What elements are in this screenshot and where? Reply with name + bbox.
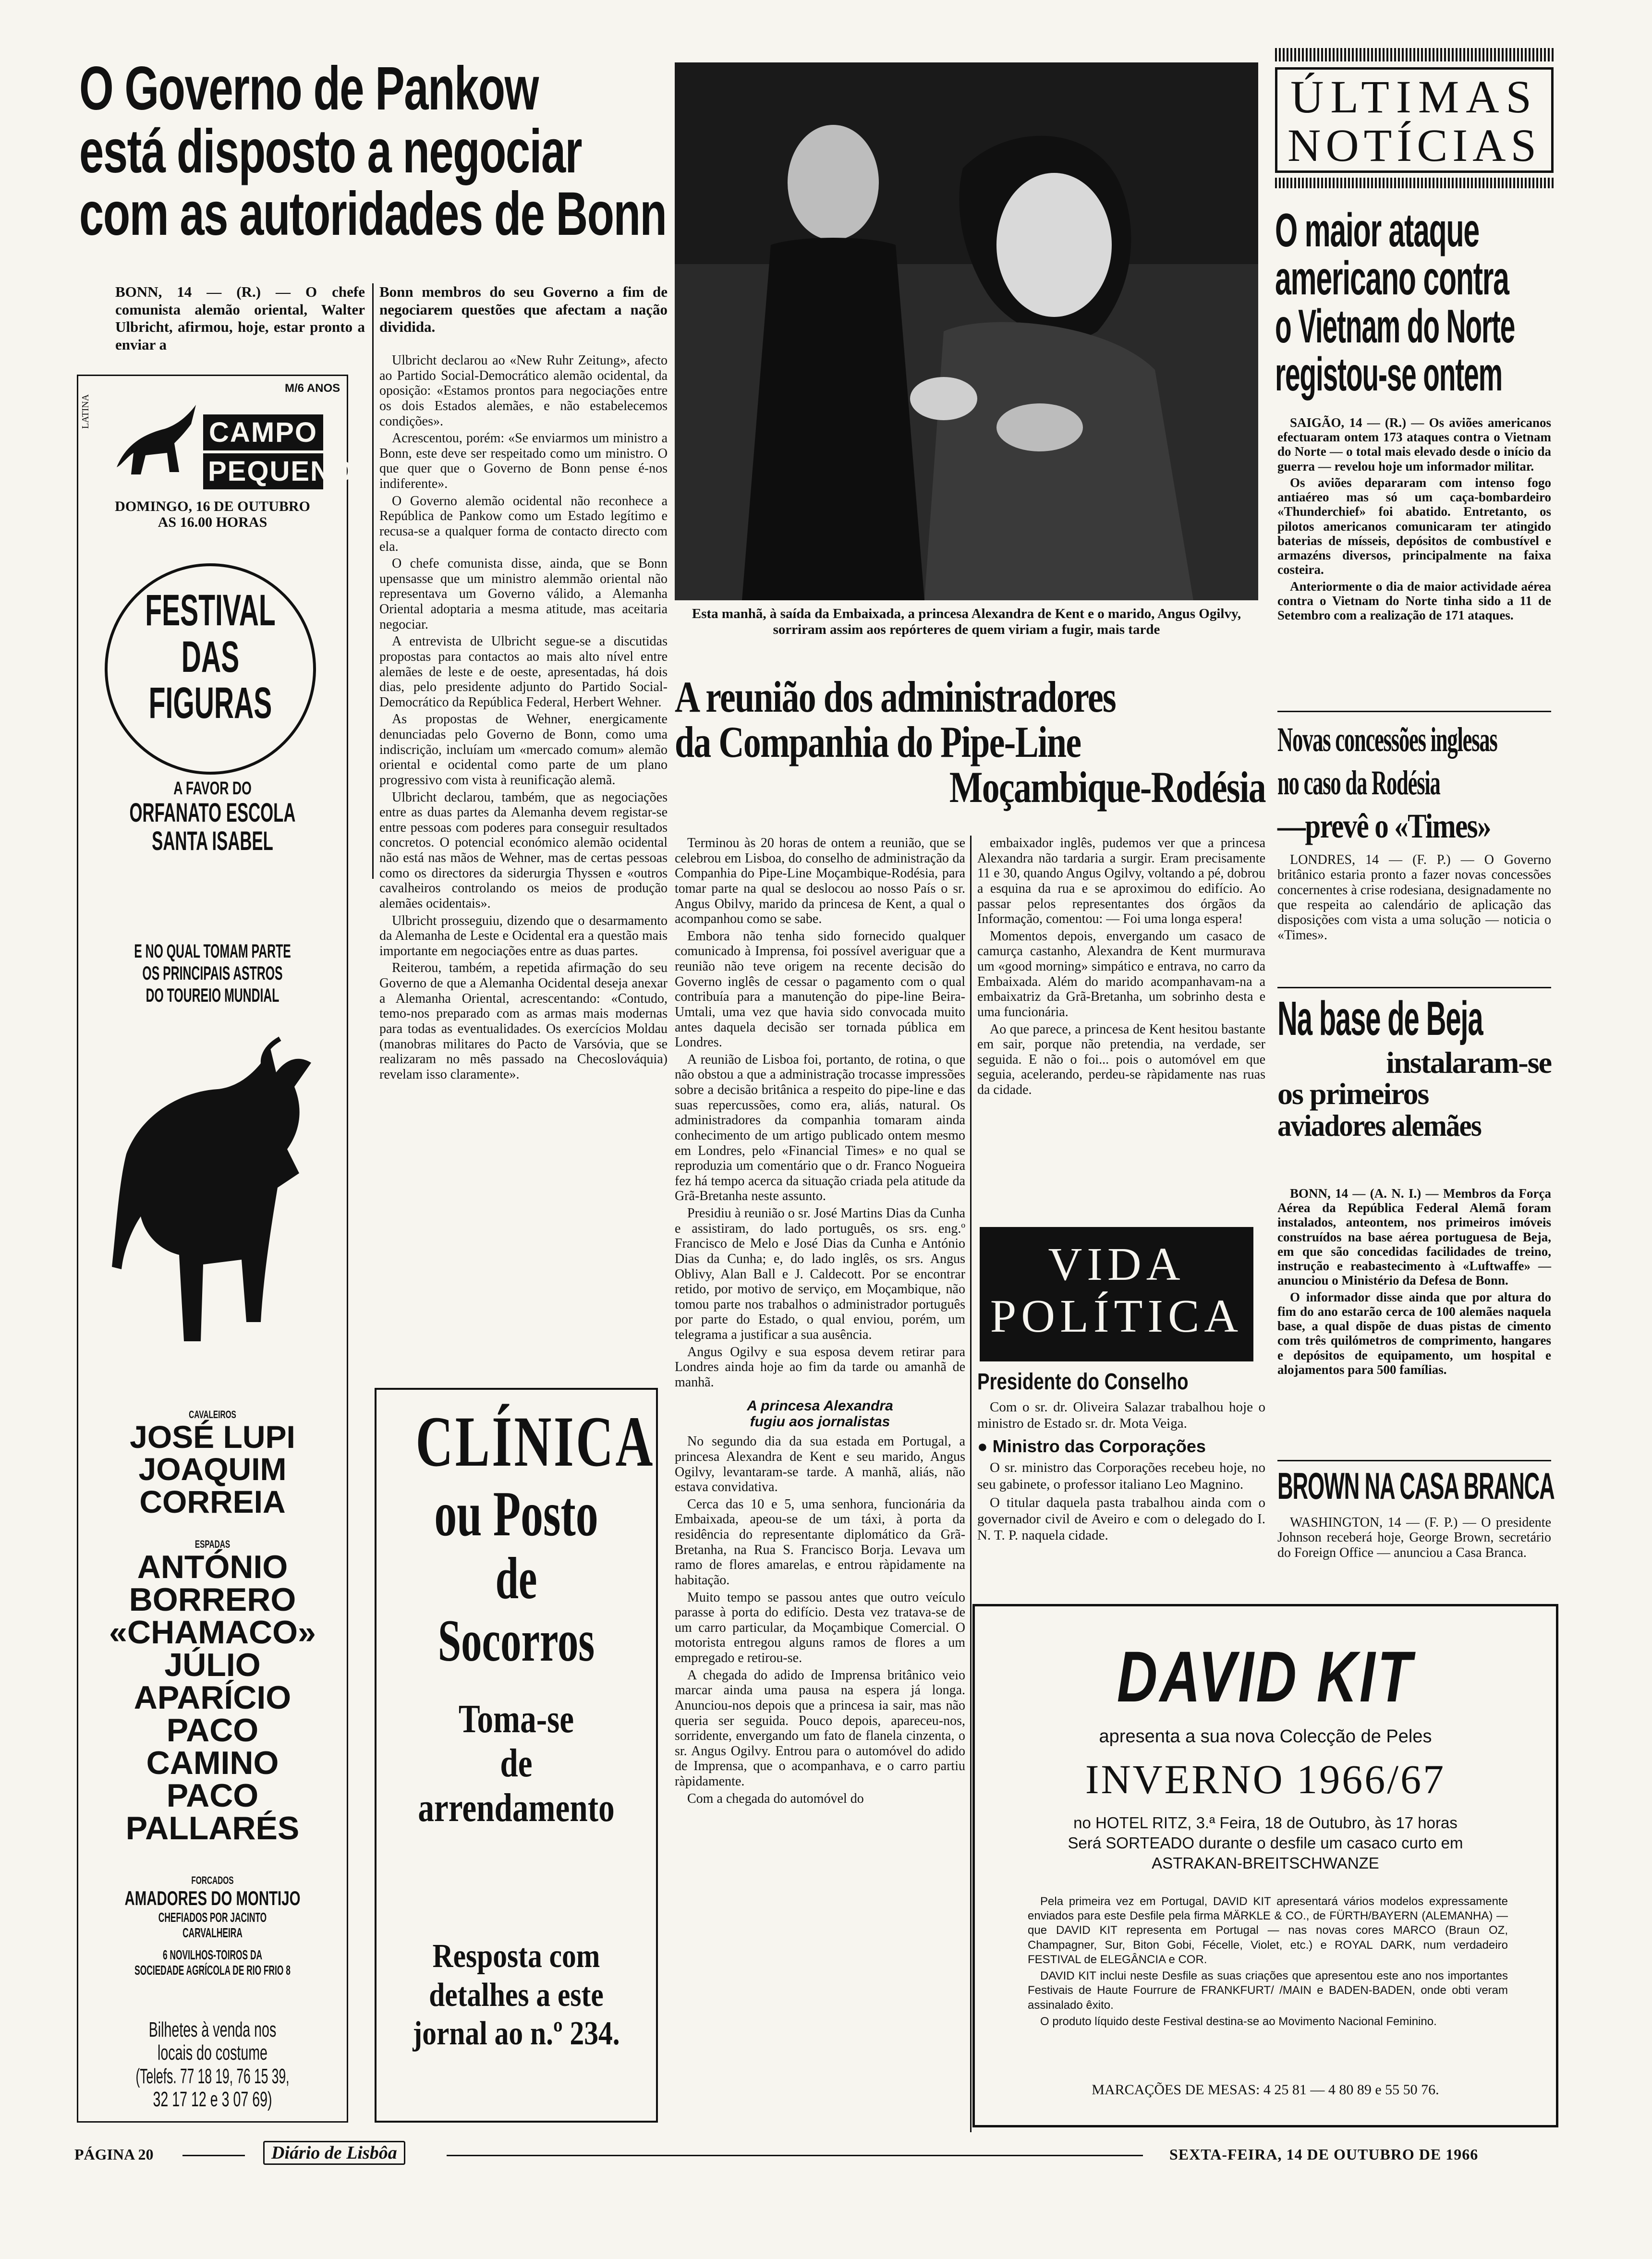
paragraph: A entrevista de Ulbricht segue-se a discutidas propostas para contactos ao mais alto nível entre alemães de leste e de oeste, apresentadas, há dois dias, pelo presidente adjunto do Partido Social-Democrático da República Federal, Herbert Wehner. bbox=[379, 634, 668, 710]
paragraph: O chefe comunista disse, ainda, que se Bonn upensasse que um ministro alemmão oriental não representava um Governo válido, a Alemanha Oriental adoptaria a mesma atitude, mas aceitaria negociar. bbox=[379, 556, 668, 632]
clinica-subtitle-line: arrendamento bbox=[418, 1785, 615, 1830]
vietnam-headline-line: registou-se ontem bbox=[1275, 347, 1502, 401]
event-line: ASTRAKAN-BREITSCHWANZE bbox=[1152, 1854, 1379, 1872]
paragraph: Ulbricht prosseguiu, dizendo que o desarmamento da Alemanha de Leste e Ocidental era a questão mais importante em negociações entre as duas partes. bbox=[379, 913, 668, 959]
festival-title-line: FIGURAS bbox=[148, 679, 272, 728]
clinica-title-line: CLÍNICA bbox=[415, 1402, 655, 1482]
promo-line: E NO QUAL TOMAM PARTE bbox=[134, 941, 291, 962]
brown-headline: BROWN NA CASA BRANCA bbox=[1277, 1465, 1555, 1507]
beneficiary-line: SANTA ISABEL bbox=[152, 825, 273, 856]
event-line: Será SORTEADO durante o desfile um casaco curto em bbox=[1068, 1834, 1463, 1852]
couple-photo-icon bbox=[675, 62, 1258, 600]
paragraph: A reunião de Lisboa foi, portanto, de rotina, o que não obstou a que a administração trocasse impressões sobre a decisão britânica a respeito do pipe-line e das suas repercussões, como era, aliás, natural. Os administradores da companhia tomaram ainda conhecimento de um artigo publicado ontem mesmo em Londres, pelo «Financial Times» e no qual se reproduzia um comentário que o dr. Franco Nogueira fez há tempo acerca da situação criada pela atitude da Grã-Bretanha neste assunto. bbox=[675, 1052, 965, 1204]
pipeline-headline-line: A reunião dos administradores bbox=[675, 672, 1116, 721]
pipeline-col2 bbox=[977, 836, 1265, 1100]
vietnam-headline-line: O maior ataque bbox=[1275, 204, 1479, 256]
paragraph: Acrescentou, porém: «Se enviarmos um ministro a Bonn, este deve ser respeitado como um ministro. O que quer que o Governo de Bonn pense é-nos indiferente». bbox=[379, 431, 668, 491]
section-heading: Presidente do Conselho bbox=[977, 1369, 1189, 1395]
david-kit-tagline: apresenta a sua nova Colecção de Peles bbox=[1099, 1726, 1432, 1747]
paragraph: DAVID KIT inclui neste Desfile as suas criações que apresentou este ano nos importantes Festivais de Haute Fourrure de FRANKFURT/ /MAIN e BADEN-BADEN, onde obti veram assinalado êxito. bbox=[1028, 1969, 1508, 2012]
bullfight-ad bbox=[77, 375, 354, 2123]
beja-headline-line: instalaram-se bbox=[1386, 1045, 1551, 1080]
subhead-line: fugiu aos jornalistas bbox=[750, 1414, 890, 1430]
paragraph: Momentos depois, envergando um casaco de camurça castanho, Alexandra de Kent murmurava um «good morning» simpático e entrava, no carro da Embaixada. Além do marido acompanhavam-na a embaixatriz da Grã-Bretanha, um sobrinho desta e uma funcionária. bbox=[977, 928, 1265, 1020]
cavaleiros bbox=[78, 1409, 347, 1518]
age-rating: M/6 ANOS bbox=[285, 382, 340, 395]
performer-name: BORRERO bbox=[129, 1581, 296, 1618]
pipeline-headline-line: da Companhia do Pipe-Line bbox=[675, 717, 1081, 766]
performer-name: PALLARÉS bbox=[125, 1810, 300, 1846]
bulls-line: 6 NOVILHOS-TOIROS DA bbox=[162, 1947, 263, 1962]
section-heading bbox=[977, 1436, 1265, 1457]
david-kit-brand: DAVID KIT bbox=[1117, 1636, 1414, 1717]
pipeline-headline bbox=[675, 672, 1265, 812]
footer-date: SEXTA-FEIRA, 14 DE OUTUBRO DE 1966 bbox=[1169, 2146, 1479, 2163]
paragraph: Cerca das 10 e 5, uma senhora, funcionária da Embaixada, apeou-se de um táxi, à porta da residência do representante diplomático da Grã-Bretanha, na Rua S. Francisco Borja. Levava um ramo de flores amarelas, e entrou ràpidamente na habitação. bbox=[675, 1496, 965, 1588]
performer-name: ANTÓNIO bbox=[137, 1549, 288, 1585]
vietnam-headline-line: americano contra bbox=[1275, 251, 1509, 304]
paragraph: LONDRES, 14 — (F. P.) — O Governo britânico estaria pronto a fazer novas concessões concernentes à crise rodesiana, designadamente no que respeita ao calendário de aplicação das disposições com vista a uma solução — noticia o «Times». bbox=[1277, 852, 1551, 943]
clinica-response-line: jornal ao n.º 234. bbox=[413, 2015, 620, 2052]
event-date bbox=[78, 498, 347, 530]
paragraph: O sr. ministro das Corporações recebeu hoje, no seu gabinete, o professor italiano Leo Magnino. bbox=[977, 1460, 1265, 1492]
ultimas-banner bbox=[1275, 48, 1554, 192]
david-kit-body bbox=[1028, 1895, 1508, 2031]
clinica-subtitle-line: Toma-se bbox=[458, 1697, 574, 1741]
beneficiary-line: A FAVOR DO bbox=[173, 778, 252, 799]
paragraph: embaixador inglês, pudemos ver que a princesa Alexandra não tardaria a surgir. Eram precisamente 11 e 30, quando Angus Ogilvy, voltando a pé, dobrou a esquina da rua e se aproximou do edifício. Ao passar pelos representantes dos órgãos da Informação, comentou: — Foi uma longa espera! bbox=[977, 836, 1265, 927]
paragraph: O titular daquela pasta trabalhou ainda com o governador civil de Aveiro e com o delegado do I. N. T. P. naquela cidade. bbox=[977, 1494, 1265, 1543]
paragraph: Os aviões depararam com intenso fogo antiaéreo mas só um caça-bombardeiro «Thunderchief» foi abatido. Entretanto, os pilotos americanos comunicaram ter atingido baterias de mísseis, depósitos de combustível e armazéns diversos, principalmente na faixa costeira. bbox=[1277, 475, 1551, 577]
clinica-subtitle bbox=[377, 1697, 656, 1830]
ultimas-title: NOTÍCIAS bbox=[1288, 119, 1541, 171]
photo-caption: Esta manhã, à saída da Embaixada, a princesa Alexandra de Kent e o marido, Angus Ogilvy, sorriram assim aos repórteres de quem viriam a fugir, mais tarde bbox=[692, 606, 1241, 638]
paragraph: As propostas de Wehner, energicamente denunciadas pelo Governo de Bonn, como uma indiscrição, incluíam um «mercado comum» alemão oriental e ocidental como parte de um plano progressivo com vista à reunificação alemã. bbox=[379, 712, 668, 788]
bullet-icon: ● bbox=[977, 1436, 988, 1457]
tickets-line: 32 17 12 e 3 07 69) bbox=[153, 2088, 272, 2112]
forcados-label: FORCADOS bbox=[191, 1874, 234, 1886]
paragraph: Terminou às 20 horas de ontem a reunião, que se celebrou em Lisboa, do conselho de administração da Companhia do Pipe-Line Moçambique-Rodésia, para tomar parte na qual se deslocou ao nosso País o sr. Angus Obilvy, marido da princesa de Kent, a qual o acompanhou como se sabe. bbox=[675, 836, 965, 927]
beja-headline bbox=[1277, 994, 1551, 1141]
event-date-line: DOMINGO, 16 DE OUTUBRO bbox=[115, 498, 310, 514]
rhodesia-headline-line: —prevê o «Times» bbox=[1277, 807, 1491, 845]
paragraph: Ulbricht declarou, também, que as negociações entre as duas partes da Alemanha devem registar-se entre pessoas com poderes para conseguir resultados concretos. O potencial económico alemão ocidental não está nas mãos de Wehner, mas de certas pessoas como os directores da siderurgia Thyssen e «outros cavalheiros controlando os meios de produção alemães ocidentais». bbox=[379, 789, 668, 911]
main-headline-line: O Governo de Pankow bbox=[79, 54, 538, 123]
main-lead-right: Bonn membros do seu Governo a fim de negociarem questões que afectam a nação dividida. bbox=[379, 283, 668, 336]
clinica-ad bbox=[375, 1388, 658, 2123]
divider bbox=[1277, 1460, 1551, 1461]
promo-line: OS PRINCIPAIS ASTROS bbox=[142, 963, 283, 984]
venue-logo bbox=[107, 395, 354, 491]
performer-name: CAMINO bbox=[146, 1745, 279, 1781]
david-kit-event bbox=[975, 1813, 1556, 1874]
david-kit-ad bbox=[972, 1604, 1558, 2127]
paragraph: Anteriormente o dia de maior actividade aérea contra o Vietnam do Norte tinha sido a 11 de Setembro com a realização de 171 ataques. bbox=[1277, 579, 1551, 623]
promo-line: DO TOUREIO MUNDIAL bbox=[146, 985, 279, 1006]
festival-title bbox=[105, 587, 316, 727]
clinica-response-line: detalhes a este bbox=[429, 1976, 604, 2014]
vietnam-headline-line: o Vietnam do Norte bbox=[1275, 299, 1515, 352]
vida-politica-banner bbox=[980, 1227, 1253, 1361]
performer-name: APARÍCIO bbox=[134, 1679, 292, 1716]
paragraph: Angus Ogilvy e sua esposa devem retirar para Londres ainda hoje ao fim da tarde ou amanhã de manhã. bbox=[675, 1344, 965, 1390]
rhodesia-headline-line: Novas concessões inglesas bbox=[1277, 720, 1497, 759]
paragraph: Muito tempo se passou antes que outro veículo parasse à porta do edifício. Desta vez tratava-se de um carro particular, da Moçambique Comercial. O motorista entregou alguns ramos de flores a um empregado e retirou-se. bbox=[675, 1590, 965, 1666]
pipeline-col1 bbox=[675, 836, 965, 1808]
paragraph: O produto líquido deste Festival destina-se ao Movimento Nacional Feminino. bbox=[1040, 2015, 1437, 2028]
event-line: no HOTEL RITZ, 3.ª Feira, 18 de Outubro, às 17 horas bbox=[1073, 1814, 1458, 1832]
pipeline-headline-line: Moçambique-Rodésia bbox=[949, 762, 1265, 812]
clinica-response bbox=[377, 1937, 656, 2053]
paragraph: O Governo alemão ocidental não reconhece a República de Pankow como um Estado legítimo e recusa-se a qualquer forma de contacto directo com ela. bbox=[379, 493, 668, 554]
tickets-line: Bilhetes à venda nos bbox=[148, 2018, 277, 2041]
divider bbox=[1277, 987, 1551, 988]
section-heading-text: Ministro das Corporações bbox=[992, 1436, 1206, 1457]
cavaleiros-label: CAVALEIROS bbox=[189, 1409, 236, 1421]
clinica-subtitle-line: de bbox=[500, 1741, 533, 1786]
vietnam-body bbox=[1277, 415, 1551, 624]
beja-headline-line: os primeiros bbox=[1277, 1077, 1429, 1111]
paragraph: O informador disse ainda que por altura do fim do ano estarão cerca de 100 alemães naquela base, a qual dispõe de duas pistas de cimento com três quilómetros de comprimento, hangares e depósitos de equipamento, um hospital e alojamentos para 500 famílias. bbox=[1277, 1289, 1551, 1377]
clinica-title bbox=[377, 1404, 656, 1673]
forcados bbox=[78, 1874, 347, 1978]
main-headline-line: está disposto a negociar bbox=[79, 117, 582, 186]
rhodesia-headline bbox=[1277, 718, 1551, 848]
footer-masthead: Diário de Lisbôa bbox=[263, 2141, 405, 2165]
performer-name: JOSÉ LUPI bbox=[130, 1419, 295, 1455]
clinica-title-line: de Socorros bbox=[437, 1545, 595, 1674]
david-kit-season: INVERNO 1966/67 bbox=[1085, 1756, 1446, 1802]
performer-name: CORREIA bbox=[139, 1483, 286, 1519]
paragraph: A chegada do adido de Imprensa britânico veio marcar ainda uma pausa na espera já longa. Anunciou-nos depois que a princesa ia sair, mas não queria ser seguida. Pouco depois, apareceu-nos, sorridente, envergando um fato de flanela cinzenta, o sr. Angus Ogilvy. Entrou para o automóvel do adido de Imprensa, que o acompanhava, e o carro partiu ràpidamente. bbox=[675, 1667, 965, 1789]
main-lead-left: BONN, 14 — (R.) — O chefe comunista alemão oriental, Walter Ulbricht, afirmou, hoje, estar pronto a enviar a bbox=[115, 283, 365, 353]
paragraph: Reiterou, também, a repetida afirmação do seu Governo de que a Alemanha Ocidental deseja anexar a Alemanha Oriental, acrescentando: «Contudo, temo-nos preparado com as armas mais modernas para todas as eventualidades. Os exercícios Moldau (manobras militares do Pacto de Varsóvia, que se realizaram no mês passado na Checoslováquia) revelam isso claramente». bbox=[379, 960, 668, 1082]
footer-page: PÁGINA 20 bbox=[74, 2146, 154, 2163]
paragraph: Com o sr. dr. Oliveira Salazar trabalhou hoje o ministro de Estado sr. dr. Mota Veiga. bbox=[977, 1399, 1265, 1432]
beneficiary-line: ORFANATO ESCOLA bbox=[129, 797, 296, 827]
beja-headline-line: aviadores alemães bbox=[1277, 1108, 1481, 1142]
david-kit-reservations: MARCAÇÕES DE MESAS: 4 25 81 — 4 80 89 e 55 50 76. bbox=[1092, 2082, 1439, 2098]
vida-politica-content bbox=[977, 1369, 1265, 1546]
tickets bbox=[78, 2018, 347, 2112]
venue-name: PEQUENO bbox=[203, 453, 323, 489]
paragraph: SAIGÃO, 14 — (R.) — Os aviões americanos efectuaram ontem 173 ataques contra o Vietnam do Norte — o total mais elevado desde o início da guerra — revelou hoje um informador militar. bbox=[1277, 415, 1551, 474]
clinica-title-line: ou Posto bbox=[434, 1478, 598, 1549]
vida-politica-title: POLÍTICA bbox=[990, 1290, 1243, 1342]
column-divider bbox=[372, 283, 374, 879]
pipeline-subhead bbox=[675, 1398, 965, 1431]
clinica-response-line: Resposta com bbox=[432, 1938, 600, 1975]
tickets-line: (Telefs. 77 18 19, 76 15 39, bbox=[135, 2064, 290, 2088]
vida-politica-title: VIDA bbox=[1048, 1239, 1185, 1290]
paragraph: Pela primeira vez em Portugal, DAVID KIT apresentará vários modelos expressamente enviados para este Desfile pela firma MÄRKLE & CO., de FÜRTH/BAYERN (ALEMANHA) — que DAVID KIT representa em Portugal — nas novas cores MARCO (Braun OZ, Champagner, Sur, Biton Gobi, Fécelle, Violet, etc.) e ROYAL DARK, num verdadeiro FESTIVAL de ELEGÂNCIA e COR. bbox=[1028, 1895, 1508, 1966]
brown-body bbox=[1277, 1515, 1551, 1562]
paragraph: Embora não tenha sido fornecido qualquer comunicado à Imprensa, foi possível averiguar que a reunião não teve origem na recente decisão do Governo inglês de cessar o pagamento com o qual contribuía para a manutenção do pipe-line Beira-Umtali, uma vez que havia sido convocada muito antes daquela decisão ser tornada pública em Londres. bbox=[675, 928, 965, 1050]
paragraph: BONN, 14 — (A. N. I.) — Membros da Força Aérea da República Federal Alemã foram instalados, anteontem, nos primeiros imóveis construídos na base aérea portuguesa de Beja, em que são concedidas facilidades de treino, instrução e reabastecimento à «Luftwaffe» — anunciou o Ministério da Defesa de Bonn. bbox=[1277, 1186, 1551, 1288]
paragraph: WASHINGTON, 14 — (F. P.) — O presidente Johnson receberá hoje, George Brown, secretário do Foreign Office — anunciou a Casa Branca. bbox=[1277, 1515, 1551, 1560]
paragraph: Ao que parece, a princesa de Kent hesitou bastante em sair, porque não pretendia, na verdade, ser seguida. E não o foi... pois o automóvel em que seguia, acelerando, perdeu-se ràpidamente nas ruas da cidade. bbox=[977, 1021, 1265, 1097]
festival-title-line: DAS bbox=[181, 632, 240, 681]
performer-name: JÚLIO bbox=[164, 1647, 261, 1683]
bull-logo-icon bbox=[107, 395, 203, 491]
banner-stripes bbox=[1275, 48, 1554, 61]
paragraph: Com a chegada do automóvel do bbox=[687, 1791, 864, 1806]
beja-headline-line: Na base de Beja bbox=[1277, 992, 1483, 1045]
footer-rule bbox=[447, 2155, 1143, 2156]
beja-body bbox=[1277, 1186, 1551, 1379]
event-time-line: AS 16.00 HORAS bbox=[158, 514, 267, 530]
rhodesia-body bbox=[1277, 852, 1551, 945]
performer-name: PACO bbox=[166, 1777, 259, 1814]
venue-name: CAMPO bbox=[203, 414, 323, 450]
footer-rule bbox=[182, 2155, 245, 2156]
divider bbox=[1277, 711, 1551, 712]
rhodesia-headline-line: no caso da Rodésia bbox=[1277, 764, 1440, 802]
festival-title-line: FESTIVAL bbox=[145, 586, 276, 635]
paragraph: Presidiu à reunião o sr. José Martins Dias da Cunha e assistiram, do lado português, os srs. eng.º Francisco de Melo e José Dias da Cunha e António Dias da Cunha; e, do lado inglês, os srs. Angus Oblivy, Alan Ball e J. Caldecott. Por se encontrar retido, por motivo de serviço, em Moçambique, não tomou parte nos trabalhos o administrador português por parte do Estado, o qual enviou, porém, um telegrama a justificar a sua ausência. bbox=[675, 1206, 965, 1342]
tickets-line: locais do costume bbox=[158, 2041, 267, 2065]
performer-name: «CHAMACO» bbox=[109, 1614, 316, 1651]
paragraph: No segundo dia da sua estada em Portugal, a princesa Alexandra de Kent e seu marido, Angus Ogilvy, levantaram-se tarde. A manhã, aliás, não estava convidativa. bbox=[675, 1434, 965, 1495]
main-headline bbox=[79, 54, 670, 249]
banner-stripes bbox=[1275, 178, 1554, 188]
column-divider bbox=[970, 836, 972, 2132]
promo bbox=[78, 940, 347, 1007]
espadas-label: ESPADAS bbox=[194, 1538, 231, 1550]
performer-name: JOAQUIM bbox=[138, 1451, 287, 1487]
espadas bbox=[78, 1538, 347, 1845]
main-article-body bbox=[379, 353, 668, 1084]
forcados-line: AMADORES DO MONTIJO bbox=[124, 1887, 301, 1909]
forcados-line: CHEFIADOS POR JACINTO CARVALHEIRA bbox=[158, 1910, 267, 1940]
main-headline-line: com as autoridades de Bonn bbox=[79, 180, 667, 249]
news-photo bbox=[675, 62, 1258, 600]
subhead-line: A princesa Alexandra bbox=[747, 1397, 893, 1414]
paragraph: Ulbricht declarou ao «New Ruhr Zeitung», afecto ao Partido Social-Democrático alemão ocidental, da oposição: «Estamos prontos para negociações entre os dois Estados alemães, e não estabelecemos condições». bbox=[379, 353, 668, 429]
brand-left: LATINA bbox=[80, 394, 91, 429]
ultimas-title: ÚLTIMAS bbox=[1290, 71, 1538, 122]
bull-illustration-icon bbox=[97, 1029, 328, 1375]
bulls-line: SOCIEDADE AGRÍCOLA DE RIO FRIO 8 bbox=[134, 1963, 291, 1978]
vietnam-headline bbox=[1275, 206, 1554, 399]
beneficiary bbox=[78, 779, 347, 855]
performer-name: PACO bbox=[166, 1712, 259, 1749]
